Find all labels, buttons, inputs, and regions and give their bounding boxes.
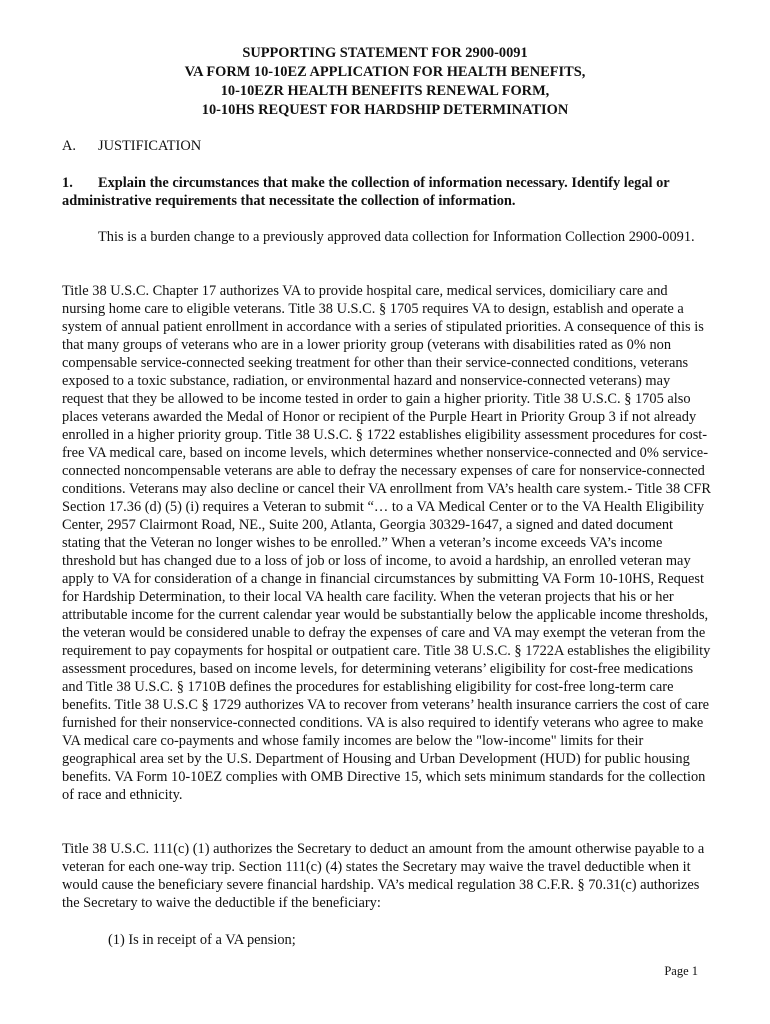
intro-paragraph: This is a burden change to a previously approved data collection for Information Collection 2900-0091. (98, 229, 695, 245)
title-line-2: VA FORM 10-10EZ APPLICATION FOR HEALTH BENEFITS, (184, 64, 586, 80)
title-line-3: 10-10EZR HEALTH BENEFITS RENEWAL FORM, (220, 83, 550, 99)
section-title: JUSTIFICATION (98, 138, 202, 154)
body-paragraph-2: Title 38 U.S.C. 111(c) (1) authorizes the Secretary to deduct an amount from the amount otherwise payable to a veteran for each one-way trip. Section 111(c) (4) states the Secretary may waive the travel deductible when it would cause the beneficiary severe financial hardship. VA’s medical regulation 38 C.F.R. § 70.31(c) authorizes the Secretary to waive the deductible if the beneficiary: (62, 841, 705, 911)
page-number: Page 1 (664, 964, 698, 978)
title-line-1: SUPPORTING STATEMENT FOR 2900-0091 (242, 45, 528, 61)
question-text: Explain the circumstances that make the collection of information necessary. Identify legal or administrative requirements that necessitate the collection of information. (62, 175, 670, 209)
list-item-1: (1) Is in receipt of a VA pension; (108, 932, 296, 948)
question-number: 1. (62, 175, 73, 191)
document-title (0, 44, 770, 120)
section-letter: A. (62, 138, 76, 154)
body-paragraph-1: Title 38 U.S.C. Chapter 17 authorizes VA to provide hospital care, medical services, domiciliary care and nursing home care to eligible veterans. Title 38 U.S.C. § 1705 requires VA to design, establish and operate a system of annual patient enrollment in accordance with a series of stipulated priorities. A consequence of this is that many groups of veterans who are in a lower priority group (veterans with disabilities rated as 0% non compensable service-connected seeking treatment for other than their service-connected conditions, veterans exposed to a toxic substance, radiation, or environmental hazard and nonservice-connected veterans) may request that they be allowed to be income tested in order to gain a higher priority. Title 38 U.S.C. § 1705 also places veterans awarded the Medal of Honor or recipient of the Purple Heart in Priority Group 3 if not already enrolled in a higher priority group. Title 38 U.S.C. § 1722 establishes eligibility assessment procedures for cost-free VA medical care, based on income levels, which determines whether nonservice-connected and 0% service-connected noncompensable veterans are able to defray the necessary expenses of care for nonservice-connected conditions. Veterans may also decline or cancel their VA enrollment from VA’s health care system.- Title 38 CFR Section 17.36 (d) (5) (i) requires a Veteran to submit “… to a VA Medical Center or to the VA Health Eligibility Center, 2957 Clairmont Road, NE., Suite 200, Atlanta, Georgia 30329-1647, a signed and dated document stating that the Veteran no longer wishes to be enrolled.” When a veteran’s income exceeds VA’s income threshold but has changed due to a loss of job or loss of income, to avoid a hardship, an enrolled veteran may apply to VA for consideration of a change in financial circumstances by submitting VA Form 10-10HS, Request for Hardship Determination, to their local VA health care facility. When the veteran projects that his or her attributable income for the current calendar year would be substantially below the applicable income thresholds, the veteran would be considered unable to defray the expenses of care and VA may exempt the veteran from the requirement to pay copayments for hospital or outpatient care. Title 38 U.S.C. § 1722A establishes the eligibility assessment procedures, based on income levels, for determining veterans’ eligibility for cost-free medications and Title 38 U.S.C. § 1710B defines the procedures for establishing eligibility for cost-free long-term care benefits. Title 38 U.S.C § 1729 authorizes VA to recover from veterans’ health insurance carriers the cost of care furnished for their nonservice-connected conditions. VA is also required to identify veterans who agree to make VA medical care co-payments and whose family incomes are below the "low-income" limits for their geographical area set by the U.S. Department of Housing and Urban Development (HUD) for public housing benefits. VA Form 10-10EZ complies with OMB Directive 15, which sets minimum standards for the collection of race and ethnicity. (62, 283, 711, 803)
question-1 (62, 174, 712, 210)
section-heading (62, 137, 201, 156)
title-line-4: 10-10HS REQUEST FOR HARDSHIP DETERMINATION (201, 102, 569, 118)
